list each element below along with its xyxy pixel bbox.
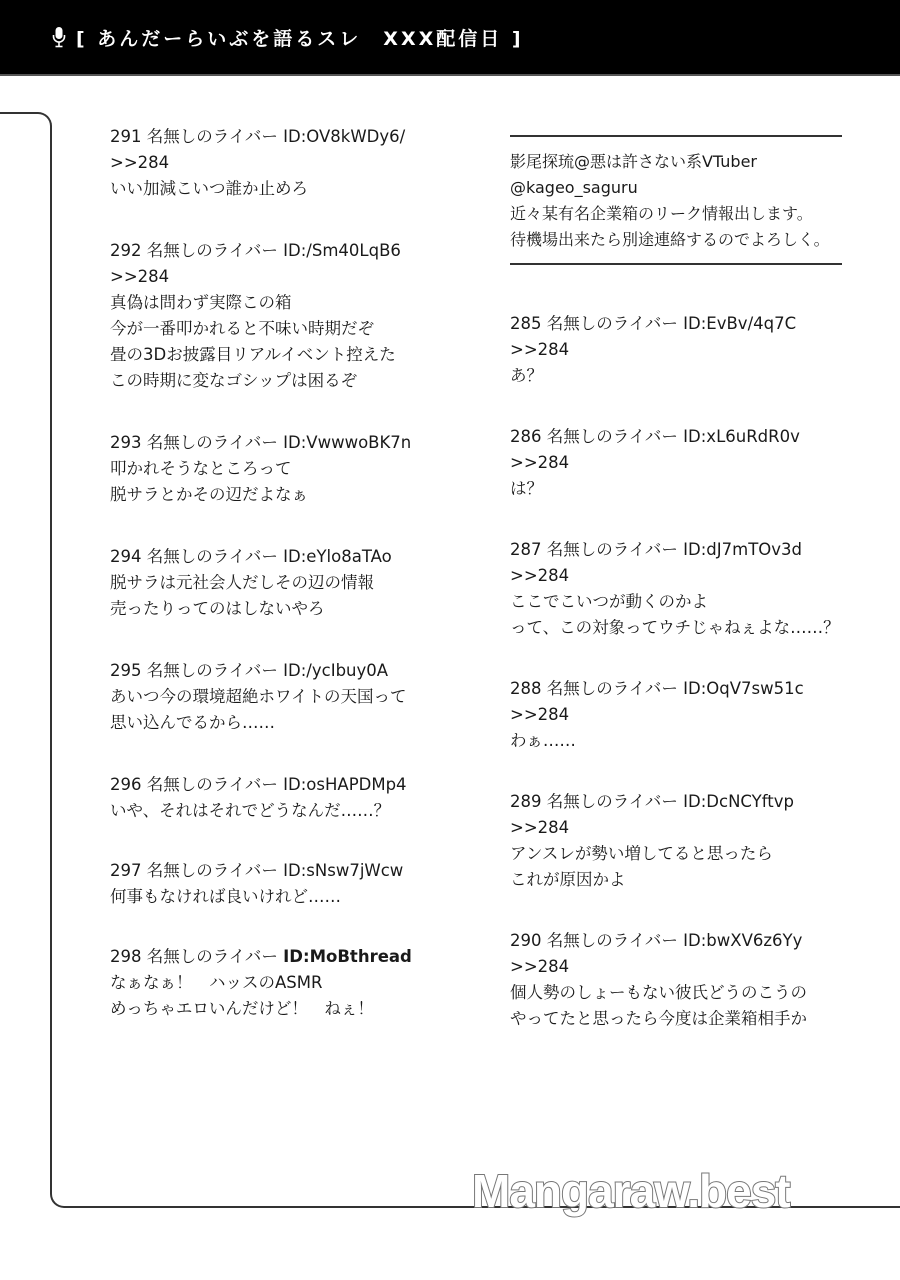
post-296 bbox=[110, 772, 460, 824]
post-body-line: アンスレが勢い増してると思ったら bbox=[510, 844, 773, 863]
panel-frame-left bbox=[50, 130, 52, 1194]
reply-anchor[interactable]: >>284 bbox=[510, 957, 570, 976]
post-295 bbox=[110, 658, 460, 736]
post-body-line: あいつ今の環境超絶ホワイトの天国って bbox=[110, 687, 407, 706]
post-header: 289 名無しのライバー ID:DcNCYftvp bbox=[510, 792, 794, 811]
post-header: 290 名無しのライバー ID:bwXV6z6Yy bbox=[510, 931, 803, 950]
post-body-line: あ？ bbox=[510, 366, 543, 385]
reply-anchor[interactable]: >>284 bbox=[510, 705, 570, 724]
post-body-line: これが原因かよ bbox=[510, 870, 626, 889]
post-body-line: 真偽は問わず実際この箱 bbox=[110, 293, 292, 312]
post-body-line: この時期に変なゴシップは困るぞ bbox=[110, 371, 358, 390]
post-header: 285 名無しのライバー ID:EvBv/4q7C bbox=[510, 314, 797, 333]
poster-id: ID:DcNCYftvp bbox=[683, 792, 794, 811]
poster-id: ID:EvBv/4q7C bbox=[683, 314, 797, 333]
left-column bbox=[110, 124, 460, 1022]
post-body-line: めっちゃエロいんだけど！ ねぇ！ bbox=[110, 999, 374, 1018]
post-293 bbox=[110, 430, 460, 508]
post-298 bbox=[110, 944, 460, 1022]
post-body-line: 脱サラとかその辺だよなぁ bbox=[110, 485, 308, 504]
post-288 bbox=[510, 676, 860, 754]
post-body-line: 思い込んでるから…… bbox=[110, 713, 275, 732]
reply-anchor[interactable]: >>284 bbox=[110, 267, 170, 286]
post-body-line: って、この対象ってウチじゃねぇよな……？ bbox=[510, 618, 840, 637]
watermark: Mangaraw.best bbox=[472, 1165, 790, 1217]
thread-header bbox=[0, 0, 900, 76]
post-body-line: 売ったりってのはしないやろ bbox=[110, 599, 325, 618]
post-body-line: わぁ…… bbox=[510, 731, 576, 750]
post-header: 293 名無しのライバー ID:VwwwoBK7n bbox=[110, 433, 412, 452]
poster-id: ID:/Sm40LqB6 bbox=[283, 241, 401, 260]
reply-anchor[interactable]: >>284 bbox=[510, 566, 570, 585]
poster-id: ID:OV8kWDy6/ bbox=[283, 127, 406, 146]
poster-id: ID:osHAPDMp4 bbox=[283, 775, 407, 794]
right-column bbox=[510, 124, 860, 1032]
post-290 bbox=[510, 928, 860, 1032]
poster-id: ID:eYlo8aTAo bbox=[283, 547, 392, 566]
post-body-line: 個人勢のしょーもない彼氏どうのこうの bbox=[510, 983, 807, 1002]
post-header: 287 名無しのライバー ID:dJ7mTOv3d bbox=[510, 540, 803, 559]
post-header: 296 名無しのライバー ID:osHAPDMp4 bbox=[110, 775, 407, 794]
poster-id: ID:VwwwoBK7n bbox=[283, 433, 412, 452]
post-body-line: やってたと思ったら今度は企業箱相手か bbox=[510, 1009, 807, 1028]
post-body-line: ここでこいつが動くのかよ bbox=[510, 592, 708, 611]
post-body-line: 畳の3Dお披露目リアルイベント控えた bbox=[110, 345, 396, 364]
post-286 bbox=[510, 424, 860, 502]
tweet-body-line: 近々某有名企業箱のリーク情報出します。 bbox=[510, 204, 813, 223]
post-297 bbox=[110, 858, 460, 910]
poster-id: ID:OqV7sw51c bbox=[683, 679, 804, 698]
post-body-line: 今が一番叩かれると不味い時期だぞ bbox=[110, 319, 374, 338]
reply-anchor[interactable]: >>284 bbox=[510, 453, 570, 472]
reply-anchor[interactable]: >>284 bbox=[110, 153, 170, 172]
poster-id: ID:xL6uRdR0v bbox=[683, 427, 800, 446]
panel-frame-top bbox=[0, 112, 52, 132]
post-body-line: 叩かれそうなところって bbox=[110, 459, 292, 478]
poster-id: ID:sNsw7jWcw bbox=[283, 861, 404, 880]
post-header: 294 名無しのライバー ID:eYlo8aTAo bbox=[110, 547, 392, 566]
post-289 bbox=[510, 789, 860, 893]
post-body-line: なぁなぁ！ ハッスのASMR bbox=[110, 973, 323, 992]
reply-anchor[interactable]: >>284 bbox=[510, 818, 570, 837]
post-header: 292 名無しのライバー ID:/Sm40LqB6 bbox=[110, 241, 401, 260]
poster-id-highlighted: ID:MoBthread bbox=[283, 947, 412, 966]
reply-anchor[interactable]: >>284 bbox=[510, 340, 570, 359]
poster-id: ID:dJ7mTOv3d bbox=[683, 540, 803, 559]
post-body-line: 何事もなければ良いけれど…… bbox=[110, 887, 341, 906]
post-291 bbox=[110, 124, 460, 202]
post-287 bbox=[510, 537, 860, 641]
tweet-handle[interactable]: @kageo_saguru bbox=[510, 178, 638, 197]
post-header: 298 名無しのライバー ID:MoBthread bbox=[110, 947, 412, 966]
post-header: 288 名無しのライバー ID:OqV7sw51c bbox=[510, 679, 804, 698]
tweet-body-line: 待機場出来たら別途連絡するのでよろしく。 bbox=[510, 230, 830, 249]
poster-id: ID:/ycIbuy0A bbox=[283, 661, 389, 680]
thread-title: [ あんだーらいぶを語るスレ XXX配信日 ] bbox=[76, 27, 524, 50]
post-body-line: は？ bbox=[510, 479, 543, 498]
quoted-tweet bbox=[510, 135, 842, 265]
post-292 bbox=[110, 238, 460, 394]
post-body-line: 脱サラは元社会人だしその辺の情報 bbox=[110, 573, 374, 592]
post-header: 291 名無しのライバー ID:OV8kWDy6/ bbox=[110, 127, 406, 146]
post-header: 297 名無しのライバー ID:sNsw7jWcw bbox=[110, 861, 404, 880]
post-body-line: いい加減こいつ誰か止めろ bbox=[110, 179, 308, 198]
poster-id: ID:bwXV6z6Yy bbox=[683, 931, 803, 950]
post-header: 295 名無しのライバー ID:/ycIbuy0A bbox=[110, 661, 389, 680]
tweet-display-name: 影尾探琉@悪は許さない系VTuber bbox=[510, 152, 758, 171]
post-body-line: いや、それはそれでどうなんだ……？ bbox=[110, 801, 391, 820]
post-header: 286 名無しのライバー ID:xL6uRdR0v bbox=[510, 427, 800, 446]
microphone-icon bbox=[52, 26, 66, 48]
post-294 bbox=[110, 544, 460, 622]
post-285 bbox=[510, 311, 860, 389]
